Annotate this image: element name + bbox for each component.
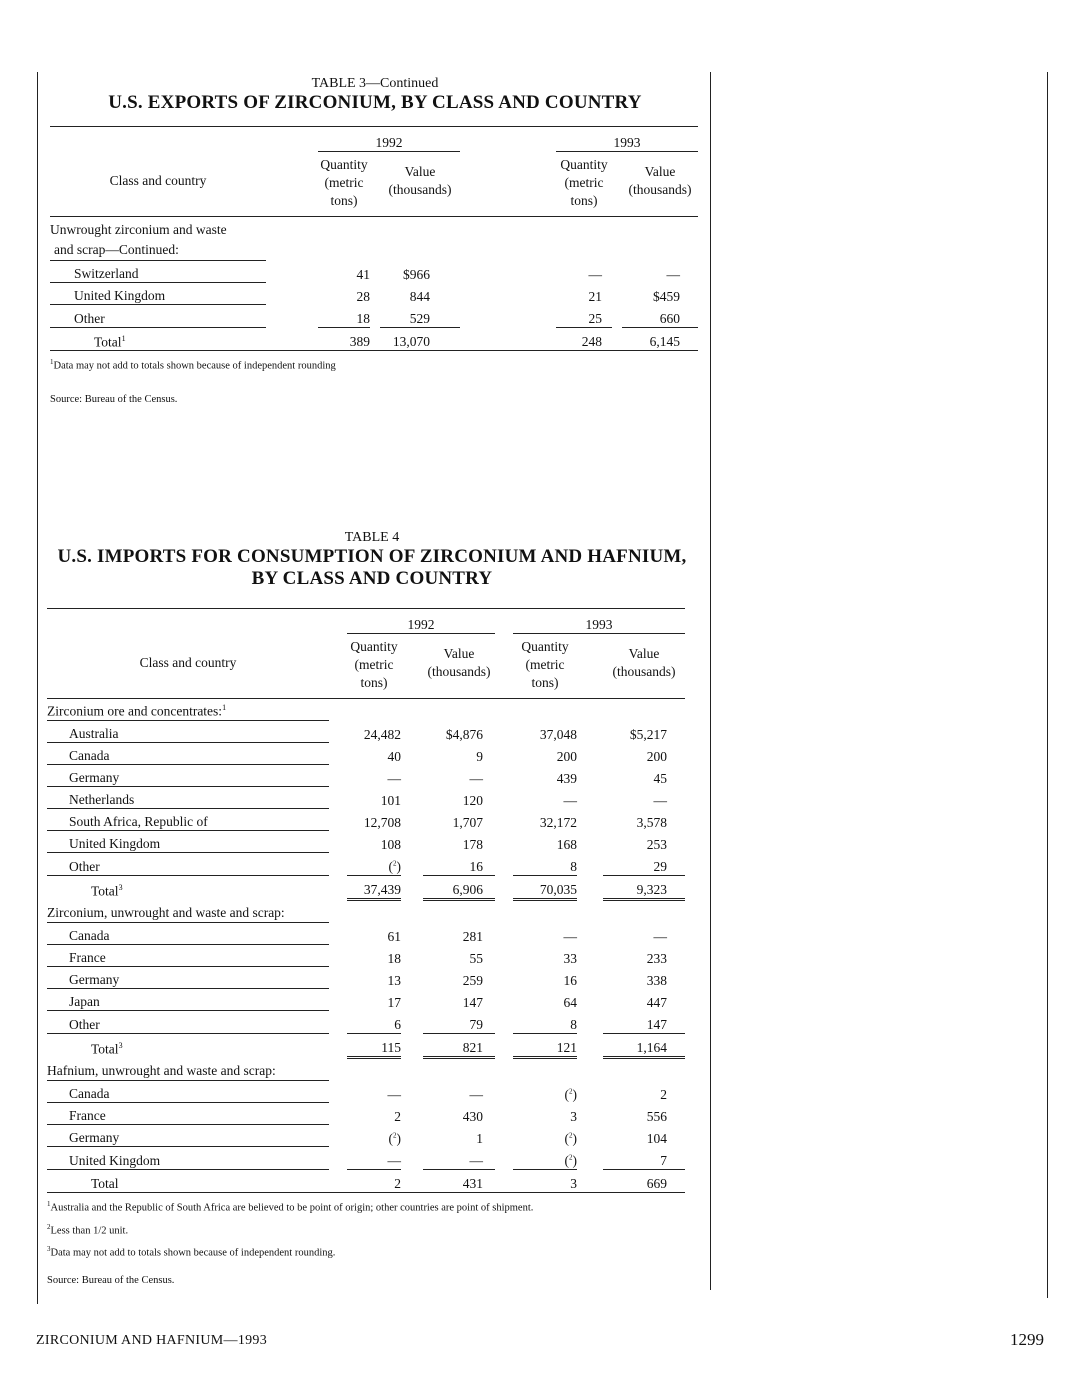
running-footer-title: ZIRCONIUM AND HAFNIUM—1993 xyxy=(36,1333,268,1348)
section-header-row xyxy=(47,699,685,722)
table-4-title-line-2: BY CLASS AND COUNTRY xyxy=(251,568,493,589)
table-4-col-label: Class and country xyxy=(139,654,237,670)
table-row xyxy=(47,923,685,945)
total-label xyxy=(50,328,266,351)
row-qty-1993: 33 xyxy=(563,951,577,966)
row-val-1992: 178 xyxy=(462,837,483,852)
total-qty-1993: 70,035 xyxy=(513,876,577,900)
table-row xyxy=(50,305,698,328)
val-head-line: Value xyxy=(644,164,676,179)
total-qty-1993: 121 xyxy=(513,1034,577,1058)
footnote-ref: 1 xyxy=(121,333,126,343)
row-val-1993: 233 xyxy=(646,951,667,966)
row-qty-1992: 24,482 xyxy=(363,727,401,742)
table-row xyxy=(47,787,685,809)
row-country: Germany xyxy=(47,1130,329,1147)
row-val-1993: 660 xyxy=(622,305,698,328)
row-qty-1992: 13 xyxy=(387,973,401,988)
footnote-text: Australia and the Republic of South Africa are believed to be point of origin; other countries are point of shipment. xyxy=(50,1202,534,1214)
table-3-val-head-1993 xyxy=(622,152,698,211)
row-val-1993: — xyxy=(666,267,680,282)
row-country: Germany xyxy=(47,770,329,787)
table-row xyxy=(47,967,685,989)
row-val-1992: $4,876 xyxy=(445,727,483,742)
total-qty-1992: 37,439 xyxy=(347,876,401,900)
row-val-1993: 3,578 xyxy=(636,815,667,830)
row-qty-1992: 108 xyxy=(380,837,401,852)
qty-head-line: (metric xyxy=(564,175,604,190)
row-country: Canada xyxy=(47,748,329,765)
table-row xyxy=(47,1103,685,1125)
section-title xyxy=(47,905,329,923)
table-row xyxy=(50,261,698,283)
row-qty-1992 xyxy=(347,1125,401,1147)
right-margin-rule xyxy=(1047,72,1048,1298)
row-val-1993: — xyxy=(653,793,667,808)
table-3 xyxy=(50,76,700,405)
row-qty-1993: 8 xyxy=(513,1011,577,1034)
row-country: United Kingdom xyxy=(50,288,266,305)
total-val-1993: 1,164 xyxy=(603,1034,685,1058)
row-val-1992: 1 xyxy=(476,1131,483,1146)
table-4-qty-head-1992 xyxy=(347,634,401,693)
table-3-category xyxy=(50,217,380,262)
row-qty-1992: — xyxy=(387,771,401,786)
table-row xyxy=(47,765,685,787)
footnote-mark: 1 xyxy=(50,358,54,366)
row-val-1992: — xyxy=(423,1147,495,1170)
val-head-line: Value xyxy=(404,164,436,179)
footnote-ref: 1 xyxy=(222,702,227,712)
row-country: Canada xyxy=(47,928,329,945)
row-qty-1993: 168 xyxy=(556,837,577,852)
table-row xyxy=(47,989,685,1011)
qty-head-line: Quantity xyxy=(350,639,398,654)
qty-head-line: (metric xyxy=(324,175,364,190)
row-val-1993: 104 xyxy=(646,1131,667,1146)
footnote-text: Data may not add to totals shown because of independent rounding xyxy=(53,360,336,372)
total-val-1992: 6,906 xyxy=(423,876,495,900)
row-qty-1992: 18 xyxy=(318,305,370,328)
table-row xyxy=(47,853,685,876)
footnote-ref: 3 xyxy=(118,1041,123,1050)
qty-head-line: (metric xyxy=(525,657,565,672)
row-country: Netherlands xyxy=(47,792,329,809)
row-val-1992: — xyxy=(469,1087,483,1102)
table-total-row xyxy=(50,328,698,351)
row-val-1993: 200 xyxy=(646,749,667,764)
table-3-footnote xyxy=(50,353,700,376)
row-qty-1992 xyxy=(347,853,401,876)
row-qty-1993 xyxy=(513,1147,577,1170)
row-val-1993: $459 xyxy=(653,289,680,304)
less-than-half-unit-marker: ($^2$) xyxy=(388,859,401,874)
table-4-body xyxy=(47,699,685,1193)
footnote-mark: 2 xyxy=(47,1222,51,1231)
row-country: Germany xyxy=(47,972,329,989)
category-line: and scrap—Continued: xyxy=(50,240,266,261)
table-row xyxy=(47,1011,685,1034)
table-4-year-1992: 1992 xyxy=(347,613,495,634)
section-title-text: Zirconium ore and concentrates: xyxy=(47,703,223,718)
row-val-1992: 147 xyxy=(462,995,483,1010)
table-3-number: TABLE 3—Continued xyxy=(311,76,439,91)
table-4-qty-head-1993 xyxy=(513,634,577,693)
less-than-half-unit-marker: ($^2$) xyxy=(564,1153,577,1168)
row-qty-1992: 12,708 xyxy=(363,815,401,830)
row-val-1993: — xyxy=(653,929,667,944)
total-qty-1992: 115 xyxy=(347,1034,401,1058)
table-3-qty-head-1993 xyxy=(556,152,612,211)
row-qty-1993: 3 xyxy=(570,1109,577,1124)
row-country: Australia xyxy=(47,726,329,743)
row-val-1993: 2 xyxy=(660,1087,667,1102)
table-row xyxy=(47,945,685,967)
row-country: Other xyxy=(47,859,329,876)
row-val-1992: 529 xyxy=(380,305,460,328)
table-3-val-head-1992 xyxy=(380,152,460,211)
row-val-1992: 55 xyxy=(469,951,483,966)
footnote-mark: 1 xyxy=(47,1200,51,1208)
row-qty-1993: 64 xyxy=(563,995,577,1010)
row-val-1992: 1,707 xyxy=(452,815,483,830)
row-country: Japan xyxy=(47,994,329,1011)
row-country: Canada xyxy=(47,1086,329,1103)
row-val-1993: 7 xyxy=(603,1147,685,1170)
footnote-ref: 3 xyxy=(118,883,123,892)
row-qty-1992: 101 xyxy=(380,793,401,808)
row-qty-1993 xyxy=(513,1125,577,1147)
table-4-footnotes xyxy=(47,1195,697,1263)
row-country: France xyxy=(47,950,329,967)
table-row xyxy=(47,1125,685,1147)
row-qty-1993: 8 xyxy=(513,853,577,876)
less-than-half-unit-marker: ($^2$) xyxy=(564,1087,577,1102)
row-qty-1992: 61 xyxy=(387,929,401,944)
less-than-half-unit-marker: ($^2$) xyxy=(388,1131,401,1146)
val-head-line: (thousands) xyxy=(427,664,491,679)
qty-head-line: Quantity xyxy=(320,157,368,172)
section-header-row xyxy=(47,1058,685,1082)
row-qty-1993: 16 xyxy=(563,973,577,988)
row-country: Other xyxy=(50,311,266,328)
row-qty-1992: — xyxy=(347,1147,401,1170)
total-label xyxy=(47,876,329,900)
qty-head-line: tons) xyxy=(570,193,598,208)
center-column-rule xyxy=(710,72,711,1290)
row-qty-1993: 25 xyxy=(556,305,612,328)
section-title-text: Zirconium, unwrought and waste and scrap: xyxy=(47,905,285,920)
row-qty-1993: 439 xyxy=(556,771,577,786)
val-head-line: (thousands) xyxy=(388,182,452,197)
table-row xyxy=(47,809,685,831)
footnote-text: Less than 1/2 unit. xyxy=(50,1225,129,1236)
table-4-number: TABLE 4 xyxy=(344,530,400,545)
row-qty-1992: 28 xyxy=(356,289,370,304)
section-title xyxy=(47,703,329,722)
row-country: United Kingdom xyxy=(47,836,329,853)
section-title-text: Hafnium, unwrought and waste and scrap: xyxy=(47,1063,276,1078)
row-country: United Kingdom xyxy=(47,1153,329,1170)
row-val-1992: — xyxy=(469,771,483,786)
category-line: Unwrought zirconium and waste xyxy=(50,222,227,237)
row-qty-1992: 6 xyxy=(347,1011,401,1034)
row-val-1992: $966 xyxy=(403,267,430,282)
row-qty-1992: 41 xyxy=(356,267,370,282)
total-val-1992: 431 xyxy=(462,1176,483,1191)
table-3-grid xyxy=(50,126,698,351)
table-row xyxy=(47,1147,685,1170)
row-country: Switzerland xyxy=(50,266,266,283)
footnote-text: Data may not add to totals shown because of independent rounding. xyxy=(50,1247,336,1259)
row-qty-1992: 17 xyxy=(387,995,401,1010)
table-3-source: Source: Bureau of the Census. xyxy=(50,393,178,405)
table-4-year-1993: 1993 xyxy=(513,613,685,634)
row-val-1992: 9 xyxy=(476,749,483,764)
val-head-line: Value xyxy=(443,646,475,661)
row-val-1992: 16 xyxy=(423,853,495,876)
row-qty-1993: 37,048 xyxy=(539,727,577,742)
table-3-col-label: Class and country xyxy=(109,172,207,188)
row-val-1992: 259 xyxy=(462,973,483,988)
row-qty-1993 xyxy=(513,1081,577,1103)
table-4-grid xyxy=(47,608,685,1193)
table-total-row xyxy=(47,1170,685,1193)
table-total-row xyxy=(47,1034,685,1058)
footnote-mark: 3 xyxy=(47,1245,51,1253)
row-country: South Africa, Republic of xyxy=(47,814,329,831)
table-4-source: Source: Bureau of the Census. xyxy=(47,1274,175,1286)
row-val-1992: 430 xyxy=(462,1109,483,1124)
total-qty-1993: 3 xyxy=(570,1176,577,1191)
section-header-row xyxy=(47,900,685,924)
row-val-1993: 45 xyxy=(653,771,667,786)
table-3-qty-head-1992 xyxy=(318,152,370,211)
footnote xyxy=(47,1195,697,1218)
total-label-text: Total xyxy=(91,1176,119,1191)
table-row xyxy=(47,1081,685,1103)
row-val-1993: $5,217 xyxy=(629,727,667,742)
row-val-1992: 844 xyxy=(409,289,430,304)
total-label-text: Total xyxy=(91,1041,119,1057)
qty-head-line: Quantity xyxy=(560,157,608,172)
row-val-1993: 556 xyxy=(646,1109,667,1124)
row-val-1992: 120 xyxy=(462,793,483,808)
row-country: Other xyxy=(47,1017,329,1034)
total-val-1992: 13,070 xyxy=(392,334,430,349)
left-margin-rule xyxy=(37,72,38,1304)
total-label-text: Total xyxy=(94,334,122,349)
table-3-title: U.S. EXPORTS OF ZIRCONIUM, BY CLASS AND COUNTRY xyxy=(108,92,642,113)
table-4-val-head-1993 xyxy=(603,634,685,693)
row-qty-1992: 2 xyxy=(394,1109,401,1124)
total-label xyxy=(47,1170,329,1193)
table-row xyxy=(47,721,685,743)
row-qty-1992: 18 xyxy=(387,951,401,966)
row-val-1992: 281 xyxy=(462,929,483,944)
table-row xyxy=(50,283,698,305)
val-head-line: (thousands) xyxy=(612,664,676,679)
qty-head-line: tons) xyxy=(330,193,358,208)
qty-head-line: (metric xyxy=(354,657,394,672)
table-4-title-line-1: U.S. IMPORTS FOR CONSUMPTION OF ZIRCONIUM AND HAFNIUM, xyxy=(57,546,687,567)
footnote xyxy=(47,1240,697,1263)
row-val-1993: 29 xyxy=(603,853,685,876)
row-qty-1993: — xyxy=(588,267,602,282)
row-val-1993: 253 xyxy=(646,837,667,852)
total-label-text: Total xyxy=(91,883,119,899)
row-val-1993: 447 xyxy=(646,995,667,1010)
table-3-year-1993: 1993 xyxy=(556,131,698,152)
qty-head-line: Quantity xyxy=(521,639,569,654)
row-val-1993: 338 xyxy=(646,973,667,988)
val-head-line: (thousands) xyxy=(628,182,692,197)
row-qty-1993: — xyxy=(563,793,577,808)
table-3-year-1992: 1992 xyxy=(318,131,460,152)
qty-head-line: tons) xyxy=(531,675,559,690)
table-row xyxy=(47,831,685,853)
row-qty-1993: 21 xyxy=(588,289,602,304)
total-val-1992: 821 xyxy=(423,1034,495,1058)
row-val-1992: 79 xyxy=(423,1011,495,1034)
total-qty-1993: 248 xyxy=(581,334,602,349)
row-country: France xyxy=(47,1108,329,1125)
table-4 xyxy=(47,530,697,1286)
row-qty-1993: — xyxy=(563,929,577,944)
total-val-1993: 6,145 xyxy=(649,334,680,349)
total-qty-1992: 2 xyxy=(394,1176,401,1191)
total-val-1993: 9,323 xyxy=(603,876,685,900)
row-qty-1992: 40 xyxy=(387,749,401,764)
page-number: 1299 xyxy=(1010,1330,1044,1349)
qty-head-line: tons) xyxy=(360,675,388,690)
table-row xyxy=(47,743,685,765)
footnote xyxy=(47,1218,697,1241)
total-val-1993: 669 xyxy=(646,1176,667,1191)
total-label xyxy=(47,1034,329,1058)
section-title xyxy=(47,1063,329,1081)
table-total-row xyxy=(47,876,685,900)
val-head-line: Value xyxy=(628,646,660,661)
row-val-1993: 147 xyxy=(603,1011,685,1034)
table-4-val-head-1992 xyxy=(423,634,495,693)
row-qty-1992: — xyxy=(387,1087,401,1102)
less-than-half-unit-marker: ($^2$) xyxy=(564,1131,577,1146)
row-qty-1993: 200 xyxy=(556,749,577,764)
row-qty-1993: 32,172 xyxy=(539,815,577,830)
total-qty-1992: 389 xyxy=(349,334,370,349)
